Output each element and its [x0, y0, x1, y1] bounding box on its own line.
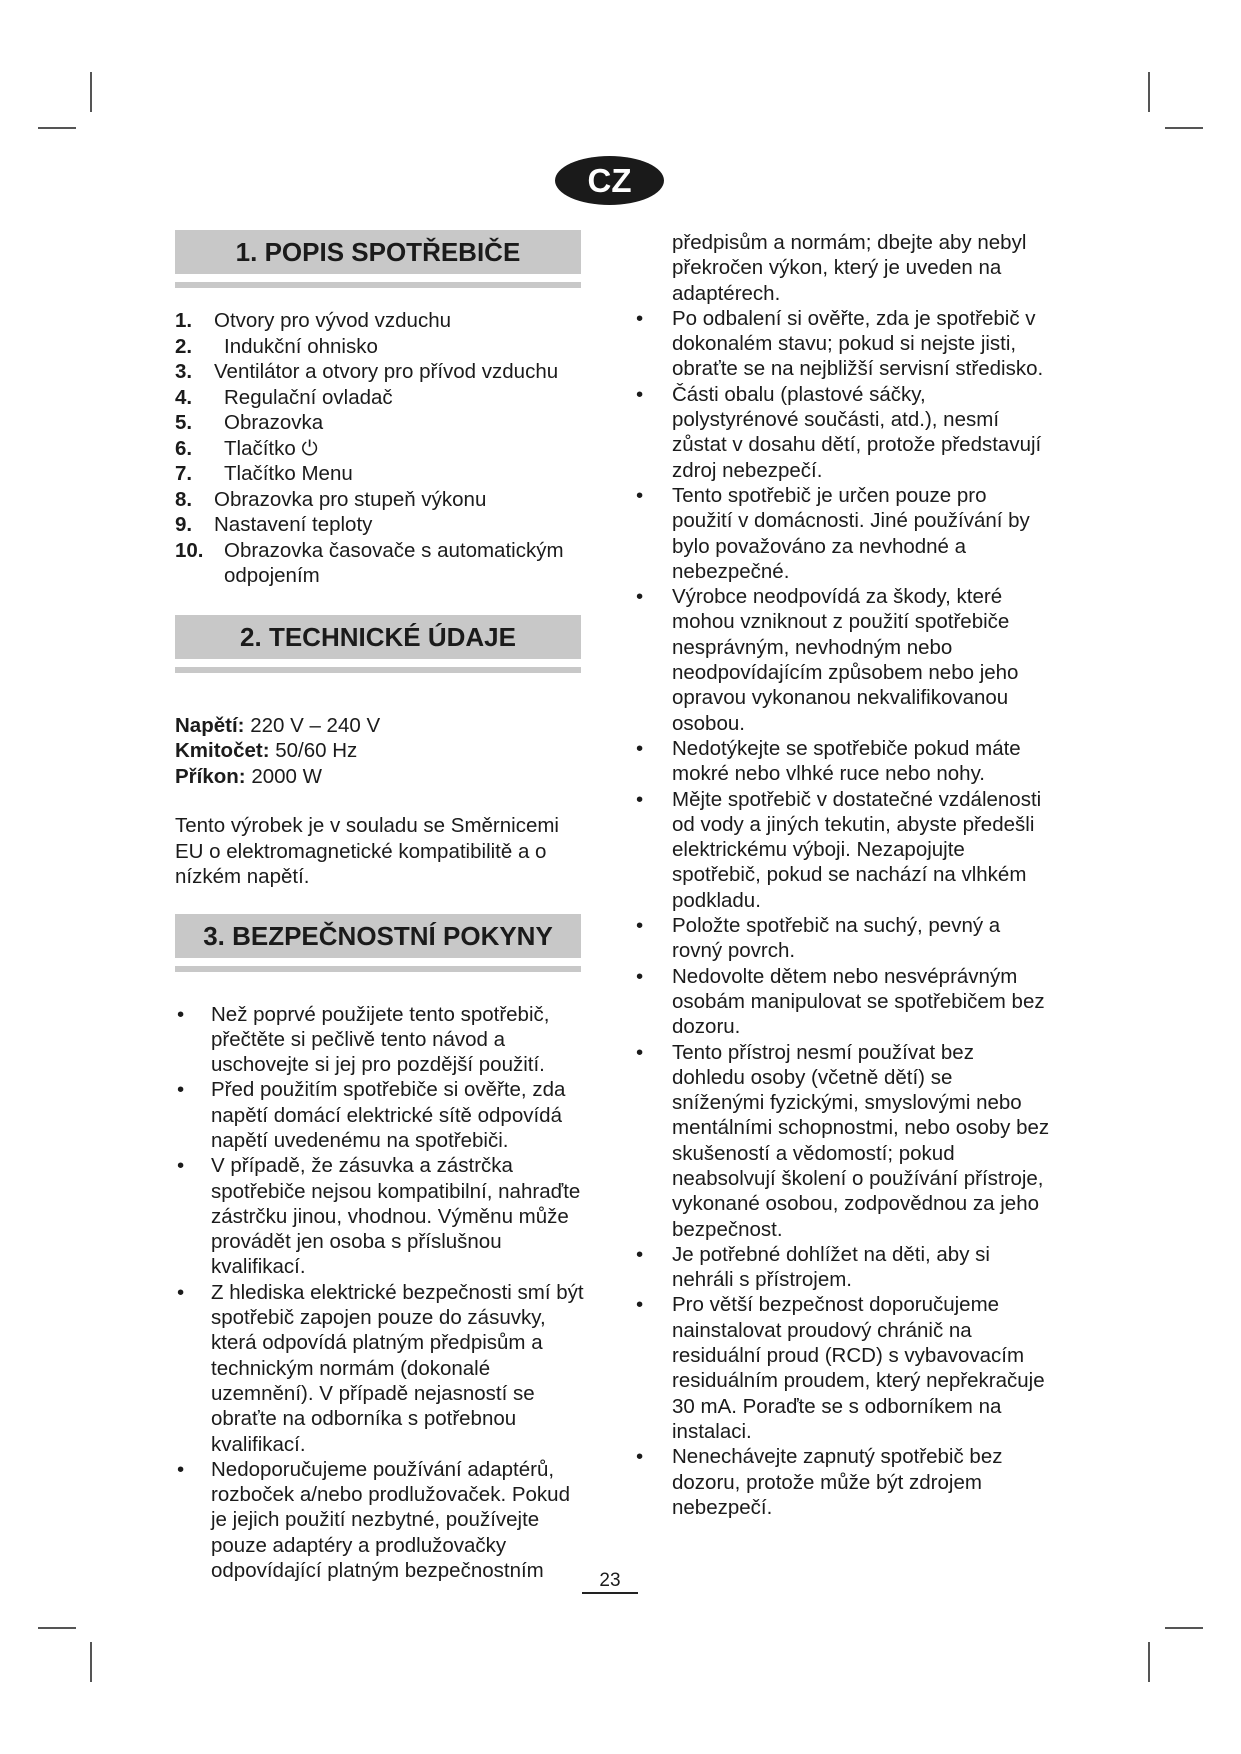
safety-list-left [175, 1002, 585, 1584]
crop-mark-top-left-v [90, 72, 92, 112]
spec-frequency: Kmitočet: 50/60 Hz [175, 739, 358, 762]
list-item: • Z hlediska elektrické bezpečnosti smí být spotřebič zapojen pouze do zásuvky, která odpovídá platným předpisům a technickým normám (dokonalé uzemnění). V případě nejasností se obraťte na odborníka s potřebnou kvalifikací. [177, 1280, 584, 1456]
crop-mark-bottom-right-v [1148, 1642, 1150, 1682]
list-item: • Výrobce neodpovídá za škody, které mohou vzniknout z použití spotřebiče nesprávným, nevhodným nebo neodpovídajícím způsobem nebo jeho opravou vykonanou nekvalifikovanou osobou. [636, 585, 1019, 735]
technical-specs [175, 713, 585, 790]
list-item: 6. Tlačítko ⏻ [175, 436, 318, 460]
left-column [175, 230, 585, 1583]
list-item: • Je potřebné dohlížet na děti, aby si nehráli s přístrojem. [636, 1242, 990, 1292]
right-column [630, 230, 1050, 1520]
list-item: • Nenechávejte zapnutý spotřebič bez dozoru, protože může být zdrojem nebezpečí. [636, 1445, 1003, 1519]
language-badge: CZ [555, 156, 664, 205]
section-3-header [175, 914, 585, 972]
page-number: 23 [582, 1570, 638, 1594]
compliance-text: Tento výrobek je v souladu se Směrnicemi EU o elektromagnetické kompatibilitě a o nízkém napětí. [175, 814, 559, 888]
continuation-text: předpisům a normám; dbejte aby nebyl překročen výkon, který je uveden na adaptérech. [672, 231, 1027, 305]
crop-mark-top-left-h [38, 127, 76, 129]
safety-list-right [630, 306, 1050, 1520]
section-3-rule [175, 966, 581, 972]
section-2-header [175, 615, 585, 673]
list-item: • Než poprvé použijete tento spotřebič, přečtěte si pečlivě tento návod a uschovejte si jej pro pozdější použití. [177, 1002, 550, 1077]
section-3-title: 3. BEZPEČNOSTNÍ POKYNY [175, 914, 581, 958]
crop-mark-bottom-right-h [1165, 1627, 1203, 1629]
list-item: • Před použitím spotřebiče si ověřte, zda napětí domácí elektrické sítě odpovídá napětí uvedenému na spotřebiči. [177, 1078, 566, 1152]
list-item: 9. Nastavení teploty [175, 513, 373, 536]
spec-voltage: Napětí: 220 V – 240 V [175, 713, 381, 737]
spec-power: Příkon: 2000 W [175, 764, 322, 788]
list-item: • Tento spotřebič je určen pouze pro použití v domácnosti. Jiné používání by bylo považováno za nevhodné a nebezpečné. [636, 483, 1030, 583]
list-item: 4. Regulační ovladač [175, 385, 393, 409]
list-item: 7. Tlačítko Menu [175, 462, 353, 485]
list-item: 5. Obrazovka [175, 411, 324, 434]
list-item: 2. Indukční ohnisko [175, 334, 378, 358]
list-item: • Nedoporučujeme používání adaptérů, rozboček a/nebo prodlužovaček. Pokud je jejich použití nezbytné, používejte pouze adaptéry a prodlužovačky odpovídající platným bezpečnostním [177, 1457, 570, 1583]
crop-mark-bottom-left-h [38, 1627, 76, 1629]
section-1-title: 1. POPIS SPOTŘEBIČE [175, 230, 581, 274]
list-item: • Části obalu (plastové sáčky, polystyrénové součásti, atd.), nesmí zůstat v dosahu dětí, protože představují zdroj nebezpečí. [636, 382, 1042, 482]
list-item: • Pro větší bezpečnost doporučujeme nainstalovat proudový chránič na residuální proud (RCD) s vybavovacím residuálním proudem, který nepřekračuje 30 mA. Poraďte se s odborníkem na instalaci. [636, 1293, 1045, 1443]
list-item: 10. Obrazovka časovače s automatickým odpojením [175, 538, 564, 587]
list-item: • Mějte spotřebič v dostatečné vzdálenosti od vody a jiných tekutin, abyste předešli elektrickému výboji. Nezapojujte spotřebič, pokud se nachází na vlhkém podkladu. [636, 787, 1042, 912]
section-1-header [175, 230, 585, 288]
list-item: 1. Otvory pro vývod vzduchu [175, 309, 451, 332]
list-item: 8. Obrazovka pro stupeň výkonu [175, 487, 487, 511]
section-2-rule [175, 667, 581, 673]
list-item: • Po odbalení si ověřte, zda je spotřebič v dokonalém stavu; pokud si nejste jisti, obraťte se na nejbližší servisní středisko. [636, 306, 1044, 381]
parts-list [175, 308, 585, 589]
crop-mark-top-right-h [1165, 127, 1203, 129]
list-item: • Nedotýkejte se spotřebiče pokud máte mokré nebo vlhké ruce nebo nohy. [636, 736, 1021, 786]
crop-mark-top-right-v [1148, 72, 1150, 112]
list-item: • Tento přístroj nesmí používat bez dohledu osoby (včetně dětí) se sníženými fyzickými, smyslovými nebo mentálními schopnostmi, nebo osoby bez skušeností a vědomostí; pokud neabsolvují školení o používání přístroje, vykonané osobou, zodpovědnou za jeho bezpečnost. [636, 1040, 1050, 1241]
list-item: • V případě, že zásuvka a zástrčka spotřebiče nejsou kompatibilní, nahraďte zástrčku jinou, vhodnou. Výměnu může provádět jen osoba s příslušnou kvalifikací. [177, 1154, 581, 1279]
crop-mark-bottom-left-v [90, 1642, 92, 1682]
list-item: • Nedovolte dětem nebo nesvéprávným osobám manipulovat se spotřebičem bez dozoru. [636, 964, 1045, 1039]
section-1-rule [175, 282, 581, 288]
list-item: 3. Ventilátor a otvory pro přívod vzduchu [175, 360, 559, 383]
list-item: • Položte spotřebič na suchý, pevný a rovný povrch. [636, 914, 1001, 963]
section-2-title: 2. TECHNICKÉ ÚDAJE [175, 615, 581, 659]
